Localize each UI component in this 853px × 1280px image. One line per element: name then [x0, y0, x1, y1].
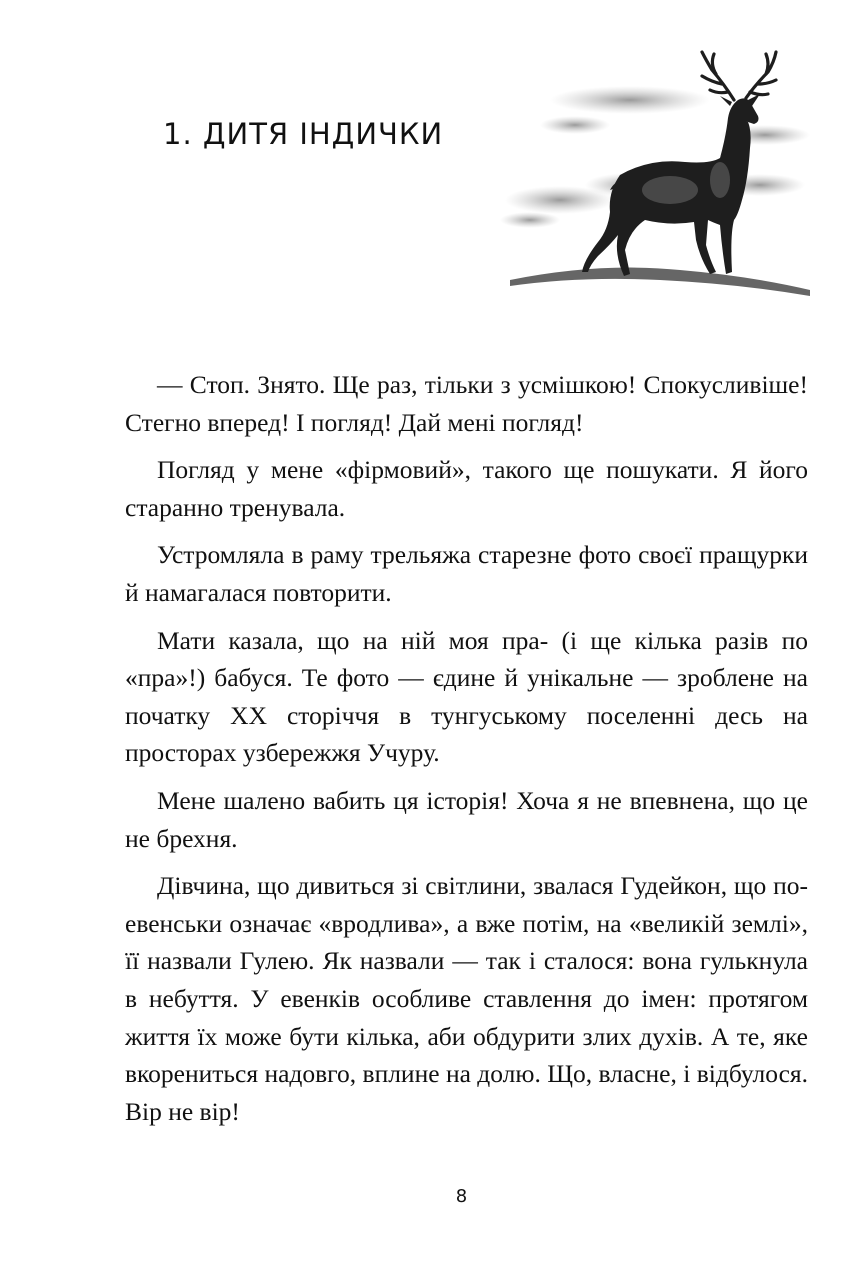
chapter-body: [125, 366, 808, 1140]
paragraph: Погляд у мене «фірмовий», такого ще пошукати. Я його старанно тренувала.: [125, 455, 808, 522]
chapter-title: 1. ДИТЯ ІНДИЧКИ: [163, 117, 444, 151]
paragraph: — Стоп. Знято. Ще раз, тільки з усмішкою! Спокусливіше! Стегно вперед! І погляд! Дай мені погляд!: [125, 370, 808, 437]
ground: [510, 268, 810, 296]
paragraph: Мати казала, що на ній моя пра- (і ще кілька разів по «пра»!) бабуся. Те фото — єдине й унікальне — зроблене на початку XX сторіччя в тунгуському поселенні десь на просторах узбережжя Учуру.: [125, 625, 808, 768]
deer: [582, 52, 776, 276]
paragraph: Устромляла в раму трельяжа старезне фото своєї пращурки й намагалася повторити.: [125, 540, 808, 607]
page-number: 8: [455, 1186, 468, 1207]
paragraph: Мене шалено вабить ця історія! Хоча я не впевнена, що це не брехня.: [125, 785, 808, 853]
paragraph: Дівчина, що дивиться зі світлини, звалася Гудейкон, що по-евенськи означає «вродлива», а вже потім, на «великій землі», її назвали Гулею. Як назвали — так і сталося: вона гулькнула в небуття. У евенків особливе ставлення до імен: протягом життя їх може бути кілька, аби обдурити злих духів. А те, яке вкорениться надовго, вплине на долю. Що, власне, і відбулося. Вір не вір!: [125, 871, 808, 1126]
deer-silhouette-icon: [480, 40, 820, 310]
